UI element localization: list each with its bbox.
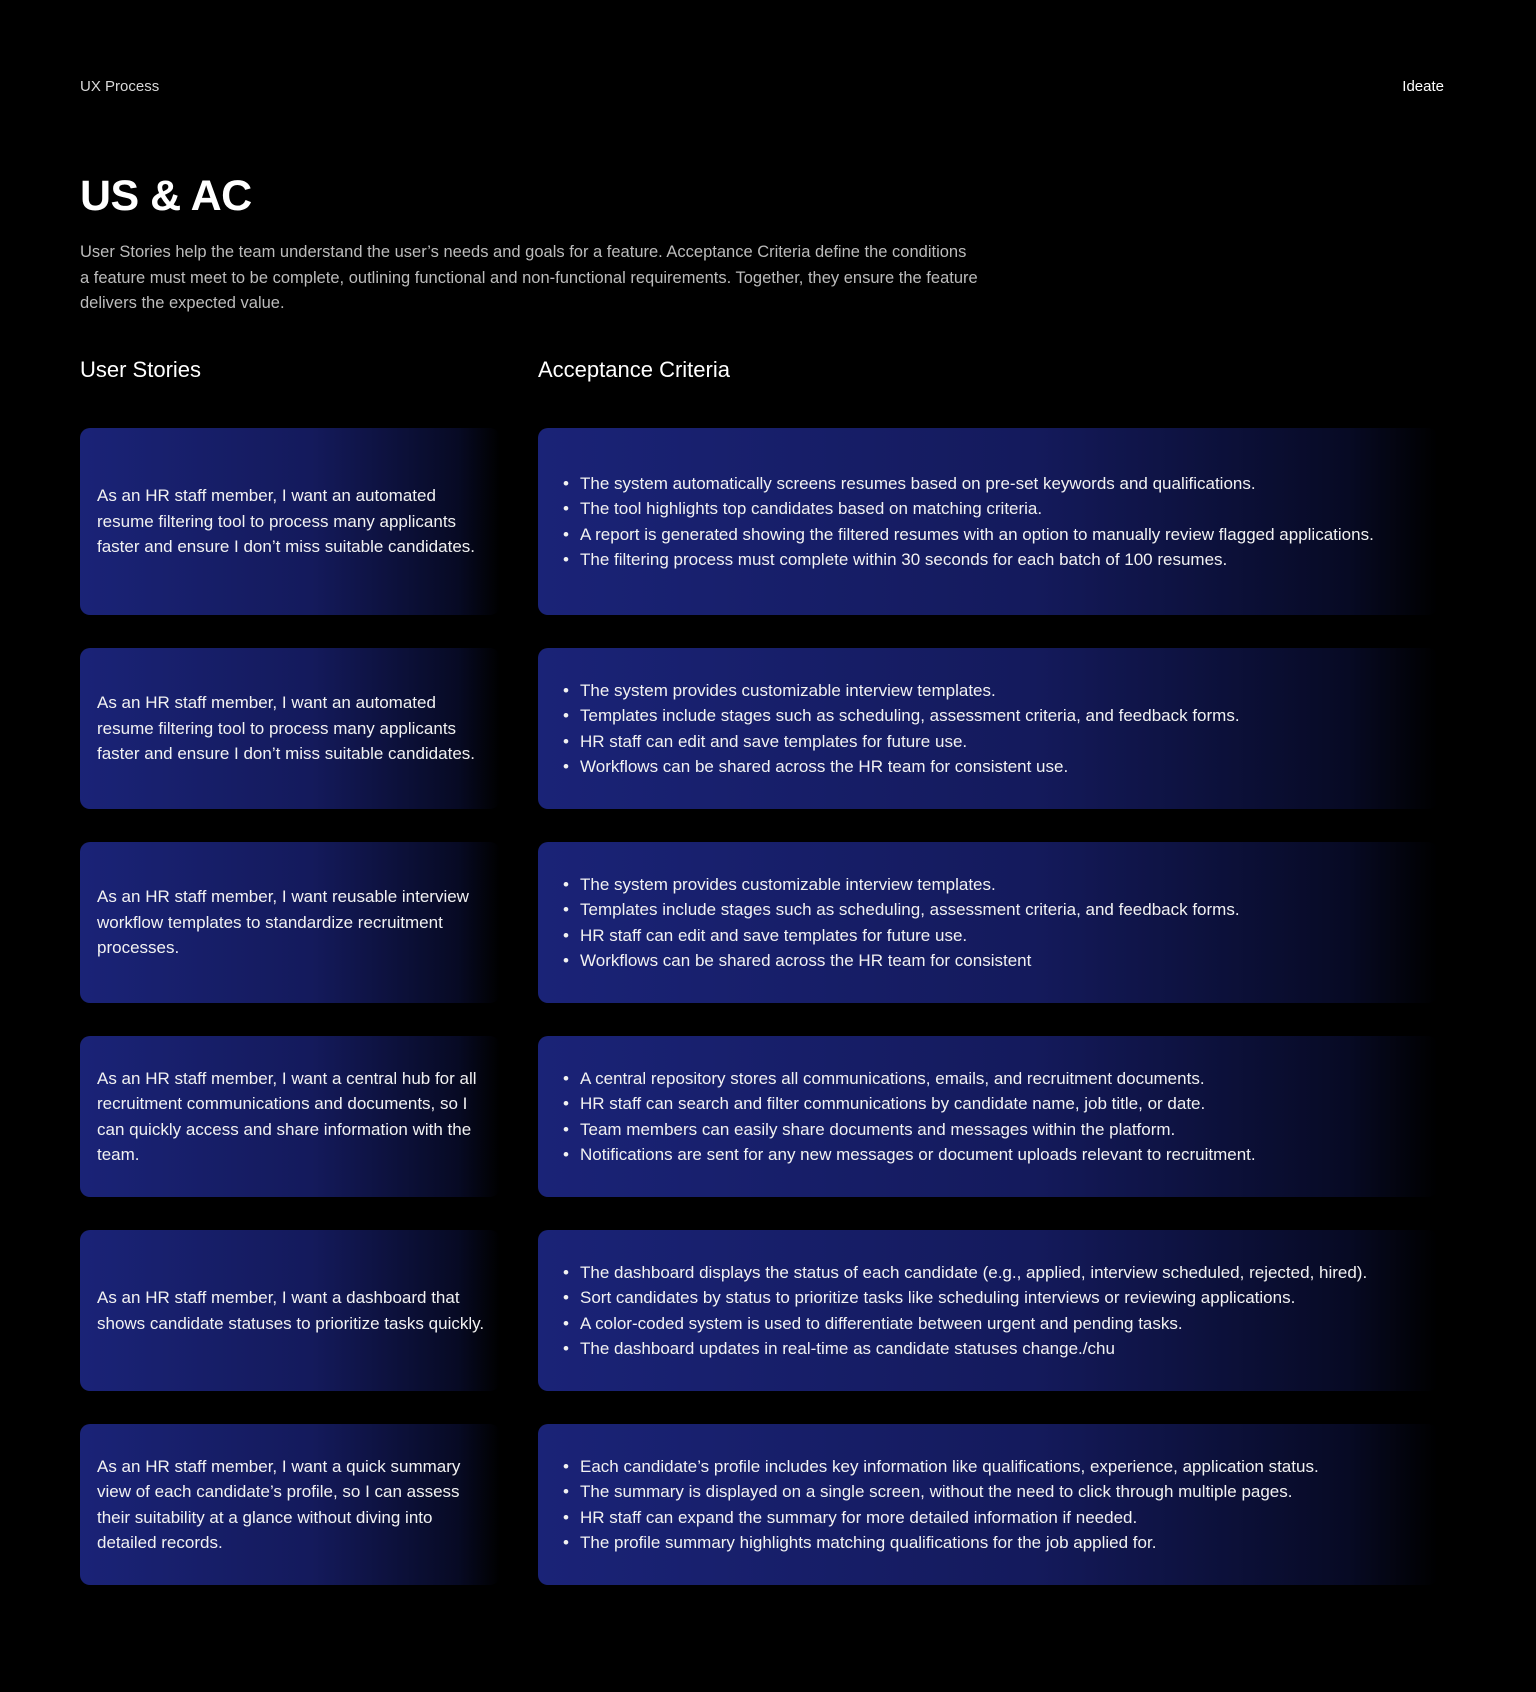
acceptance-criteria-card bbox=[538, 428, 1438, 615]
criteria-item: • The system automatically screens resumes based on pre-set keywords and qualifications. bbox=[562, 471, 1374, 497]
criteria-item: • Sort candidates by status to prioritize tasks like scheduling interviews or reviewing applications. bbox=[562, 1285, 1367, 1311]
criteria-item: • Notifications are sent for any new messages or document uploads relevant to recruitment. bbox=[562, 1142, 1256, 1168]
criteria-item: • HR staff can search and filter communications by candidate name, job title, or date. bbox=[562, 1091, 1256, 1117]
user-story-text: As an HR staff member, I want a dashboard that shows candidate statuses to prioritize tasks quickly. bbox=[97, 1288, 485, 1333]
acceptance-criteria-heading: Acceptance Criteria bbox=[538, 357, 730, 382]
criteria-item: • A color-coded system is used to differentiate between urgent and pending tasks. bbox=[562, 1311, 1367, 1337]
user-story-text: As an HR staff member, I want a quick summary view of each candidate’s profile, so I can assess their suitability at a glance without diving into detailed records. bbox=[97, 1456, 461, 1552]
user-story-card bbox=[80, 428, 500, 615]
criteria-item: • Each candidate’s profile includes key information like qualifications, experience, application status. bbox=[562, 1454, 1319, 1480]
acceptance-criteria-card bbox=[538, 1036, 1438, 1197]
criteria-list bbox=[562, 678, 1240, 780]
user-story-card bbox=[80, 648, 500, 809]
user-story-text: As an HR staff member, I want an automated resume filtering tool to process many applicants faster and ensure I don’t miss suitable candidates. bbox=[97, 486, 475, 557]
criteria-item: • A report is generated showing the filtered resumes with an option to manually review flagged applications. bbox=[562, 522, 1374, 548]
intro-paragraph: User Stories help the team understand the user’s needs and goals for a feature. Acceptance Criteria define the conditions a feature must meet to be complete, outlining functional and non-functional requirements. Together, they ensure the feature delivers the expected value. bbox=[80, 243, 978, 312]
user-story-text: As an HR staff member, I want a central hub for all recruitment communications and documents, so I can quickly access and share information with the team. bbox=[97, 1068, 477, 1164]
story-row bbox=[80, 1230, 1438, 1391]
story-row bbox=[80, 1036, 1438, 1197]
user-story-card bbox=[80, 1230, 500, 1391]
user-story-card bbox=[80, 1424, 500, 1585]
user-stories-heading: User Stories bbox=[80, 357, 202, 382]
criteria-item: • The dashboard displays the status of each candidate (e.g., applied, interview scheduled, rejected, hired). bbox=[562, 1260, 1367, 1286]
story-row bbox=[80, 428, 1438, 615]
criteria-item: • Team members can easily share documents and messages within the platform. bbox=[562, 1117, 1256, 1143]
criteria-item: • HR staff can edit and save templates for future use. bbox=[562, 729, 1240, 755]
user-story-card bbox=[80, 1036, 500, 1197]
section-label: UX Process bbox=[80, 78, 160, 95]
criteria-item: • Templates include stages such as scheduling, assessment criteria, and feedback forms. bbox=[562, 703, 1240, 729]
criteria-item: • A central repository stores all communications, emails, and recruitment documents. bbox=[562, 1066, 1256, 1092]
criteria-item: • The system provides customizable interview templates. bbox=[562, 872, 1240, 898]
criteria-item: • Workflows can be shared across the HR team for consistent use. bbox=[562, 754, 1240, 780]
acceptance-criteria-card bbox=[538, 648, 1438, 809]
criteria-item: • HR staff can edit and save templates for future use. bbox=[562, 923, 1240, 949]
criteria-item: • Workflows can be shared across the HR team for consistent bbox=[562, 948, 1240, 974]
criteria-item: • Templates include stages such as scheduling, assessment criteria, and feedback forms. bbox=[562, 897, 1240, 923]
acceptance-criteria-card bbox=[538, 1230, 1438, 1391]
page-title: US & AC bbox=[80, 172, 252, 220]
criteria-item: • The summary is displayed on a single screen, without the need to click through multiple pages. bbox=[562, 1479, 1319, 1505]
criteria-list bbox=[562, 1260, 1367, 1362]
story-row bbox=[80, 842, 1438, 1003]
user-story-text: As an HR staff member, I want reusable interview workflow templates to standardize recruitment processes. bbox=[97, 887, 469, 958]
criteria-item: • The profile summary highlights matching qualifications for the job applied for. bbox=[562, 1530, 1319, 1556]
criteria-list bbox=[562, 1066, 1256, 1168]
criteria-list bbox=[562, 872, 1240, 974]
phase-label: Ideate bbox=[1402, 78, 1444, 95]
criteria-item: • The tool highlights top candidates based on matching criteria. bbox=[562, 496, 1374, 522]
user-story-card bbox=[80, 842, 500, 1003]
stories-criteria-list bbox=[80, 428, 1438, 1618]
user-story-text: As an HR staff member, I want an automated resume filtering tool to process many applicants faster and ensure I don’t miss suitable candidates. bbox=[97, 693, 475, 764]
story-row bbox=[80, 1424, 1438, 1585]
criteria-item: • The dashboard updates in real-time as candidate statuses change./chu bbox=[562, 1336, 1367, 1362]
story-row bbox=[80, 648, 1438, 809]
acceptance-criteria-card bbox=[538, 1424, 1438, 1585]
top-bar bbox=[80, 78, 1444, 95]
criteria-list bbox=[562, 1454, 1319, 1556]
acceptance-criteria-card bbox=[538, 842, 1438, 1003]
criteria-list bbox=[562, 471, 1374, 573]
criteria-item: • The system provides customizable interview templates. bbox=[562, 678, 1240, 704]
criteria-item: • The filtering process must complete within 30 seconds for each batch of 100 resumes. bbox=[562, 547, 1374, 573]
criteria-item: • HR staff can expand the summary for more detailed information if needed. bbox=[562, 1505, 1319, 1531]
